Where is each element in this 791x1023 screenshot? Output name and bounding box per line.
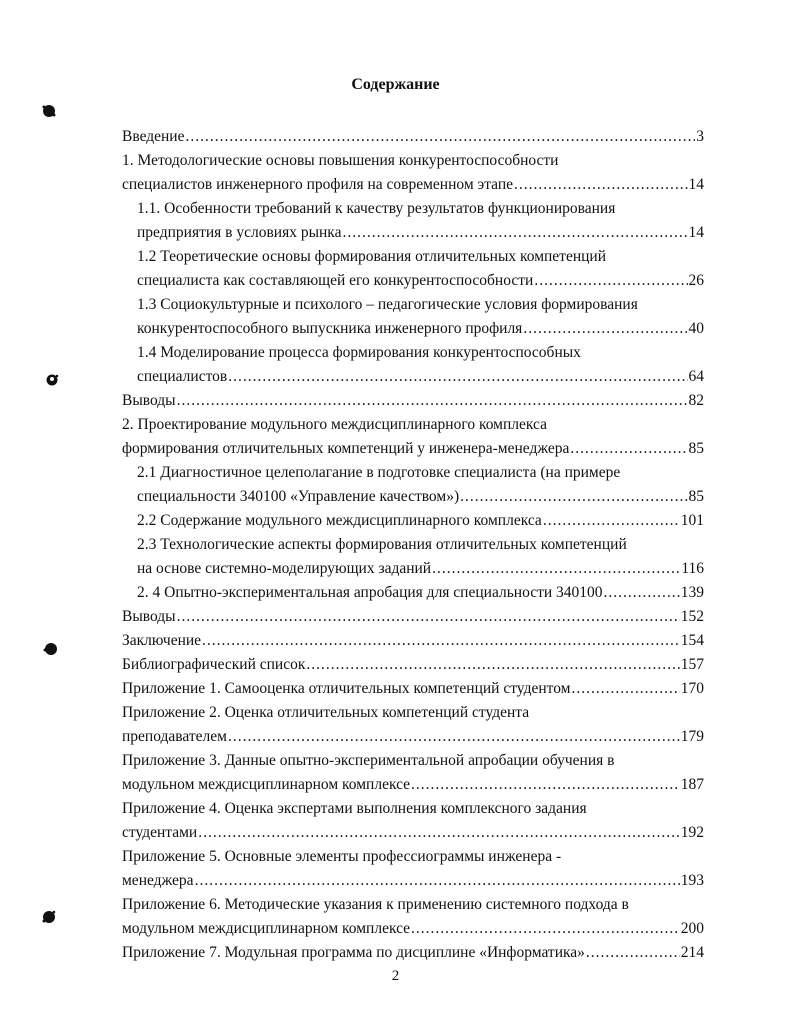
toc-entry: Приложение 3. Данные опытно-экспериментальной апробации обучения в <box>122 752 615 769</box>
toc-entry: Выводы ..... 82 <box>122 389 704 413</box>
toc-entry: 2.2 Содержание модульного междисциплинарного комплекса ..... 101 <box>137 509 704 533</box>
toc-entry: Приложение 1. Самооценка отличительных компетенций студентом ..... 170 <box>122 677 704 701</box>
toc-entry: 1.4 Моделирование процесса формирования конкурентоспособных <box>137 344 581 361</box>
scan-blot-icon <box>43 641 59 657</box>
toc-entry: модульном междисциплинарном комплексе ..... 200 <box>122 917 704 941</box>
toc-entry: 1.1. Особенности требований к качеству результатов функционирования <box>137 200 616 217</box>
toc-entry: Введение ..... 3 <box>122 125 704 149</box>
toc-entry: 1.3 Социокультурные и психолого – педагогические условия формирования <box>137 296 638 313</box>
toc-entry: 1.2 Теоретические основы формирования отличительных компетенций <box>137 248 607 265</box>
page-number: 2 <box>391 968 400 984</box>
scan-blot-icon <box>41 909 57 925</box>
toc-entry: 2.1 Диагностичное целеполагание в подготовке специалиста (на примере <box>137 464 621 481</box>
toc-entry: Библиографический список ..... 157 <box>122 653 704 677</box>
toc-entry: специальности 340100 «Управление качеством») ..... 85 <box>137 485 704 509</box>
toc-entry: модульном междисциплинарном комплексе ..... 187 <box>122 773 704 797</box>
toc-entry: специалистов ..... 64 <box>137 365 704 389</box>
toc-entry: Приложение 2. Оценка отличительных компетенций студента <box>122 704 530 721</box>
toc-entry: 1. Методологические основы повышения конкурентоспособности <box>122 152 559 169</box>
toc-entry: конкурентоспособного выпускника инженерного профиля ..... 40 <box>137 317 704 341</box>
toc-entry: предприятия в условиях рынка ..... 14 <box>137 221 704 245</box>
toc-entry: специалистов инженерного профиля на современном этапе ..... 14 <box>122 173 704 197</box>
toc-entry: Заключение ..... 154 <box>122 629 704 653</box>
toc-entry: Приложение 5. Основные элементы профессиограммы инженера - <box>122 848 562 865</box>
scan-blot-icon <box>44 372 60 388</box>
toc-entry: 2.3 Технологические аспекты формирования отличительных компетенций <box>137 536 627 553</box>
toc-entry: Приложение 4. Оценка экспертами выполнения комплексного задания <box>122 800 587 817</box>
scan-blot-icon <box>41 103 57 119</box>
toc-entry: формирования отличительных компетенций у инженера-менеджера ..... 85 <box>122 437 704 461</box>
toc-entry: 2. Проектирование модульного междисциплинарного комплекса <box>122 416 547 433</box>
page-title: Содержание <box>351 76 440 93</box>
toc-entry: студентами ..... 192 <box>122 821 704 845</box>
toc-entry: Приложение 6. Методические указания к применению системного подхода в <box>122 896 629 913</box>
toc-entry: преподавателем ..... 179 <box>122 725 704 749</box>
toc-entry: специалиста как составляющей его конкурентоспособности ..... 26 <box>137 269 704 293</box>
toc-entry: на основе системно-моделирующих заданий ..... 116 <box>137 557 704 581</box>
toc-entry: Выводы ..... 152 <box>122 605 704 629</box>
toc-entry: менеджера ..... 193 <box>122 869 704 893</box>
toc-entry: 2. 4 Опытно-экспериментальная апробация для специальности 340100 ..... 139 <box>137 581 704 605</box>
toc-entry: Приложение 7. Модульная программа по дисциплине «Информатика» ..... 214 <box>122 941 704 965</box>
